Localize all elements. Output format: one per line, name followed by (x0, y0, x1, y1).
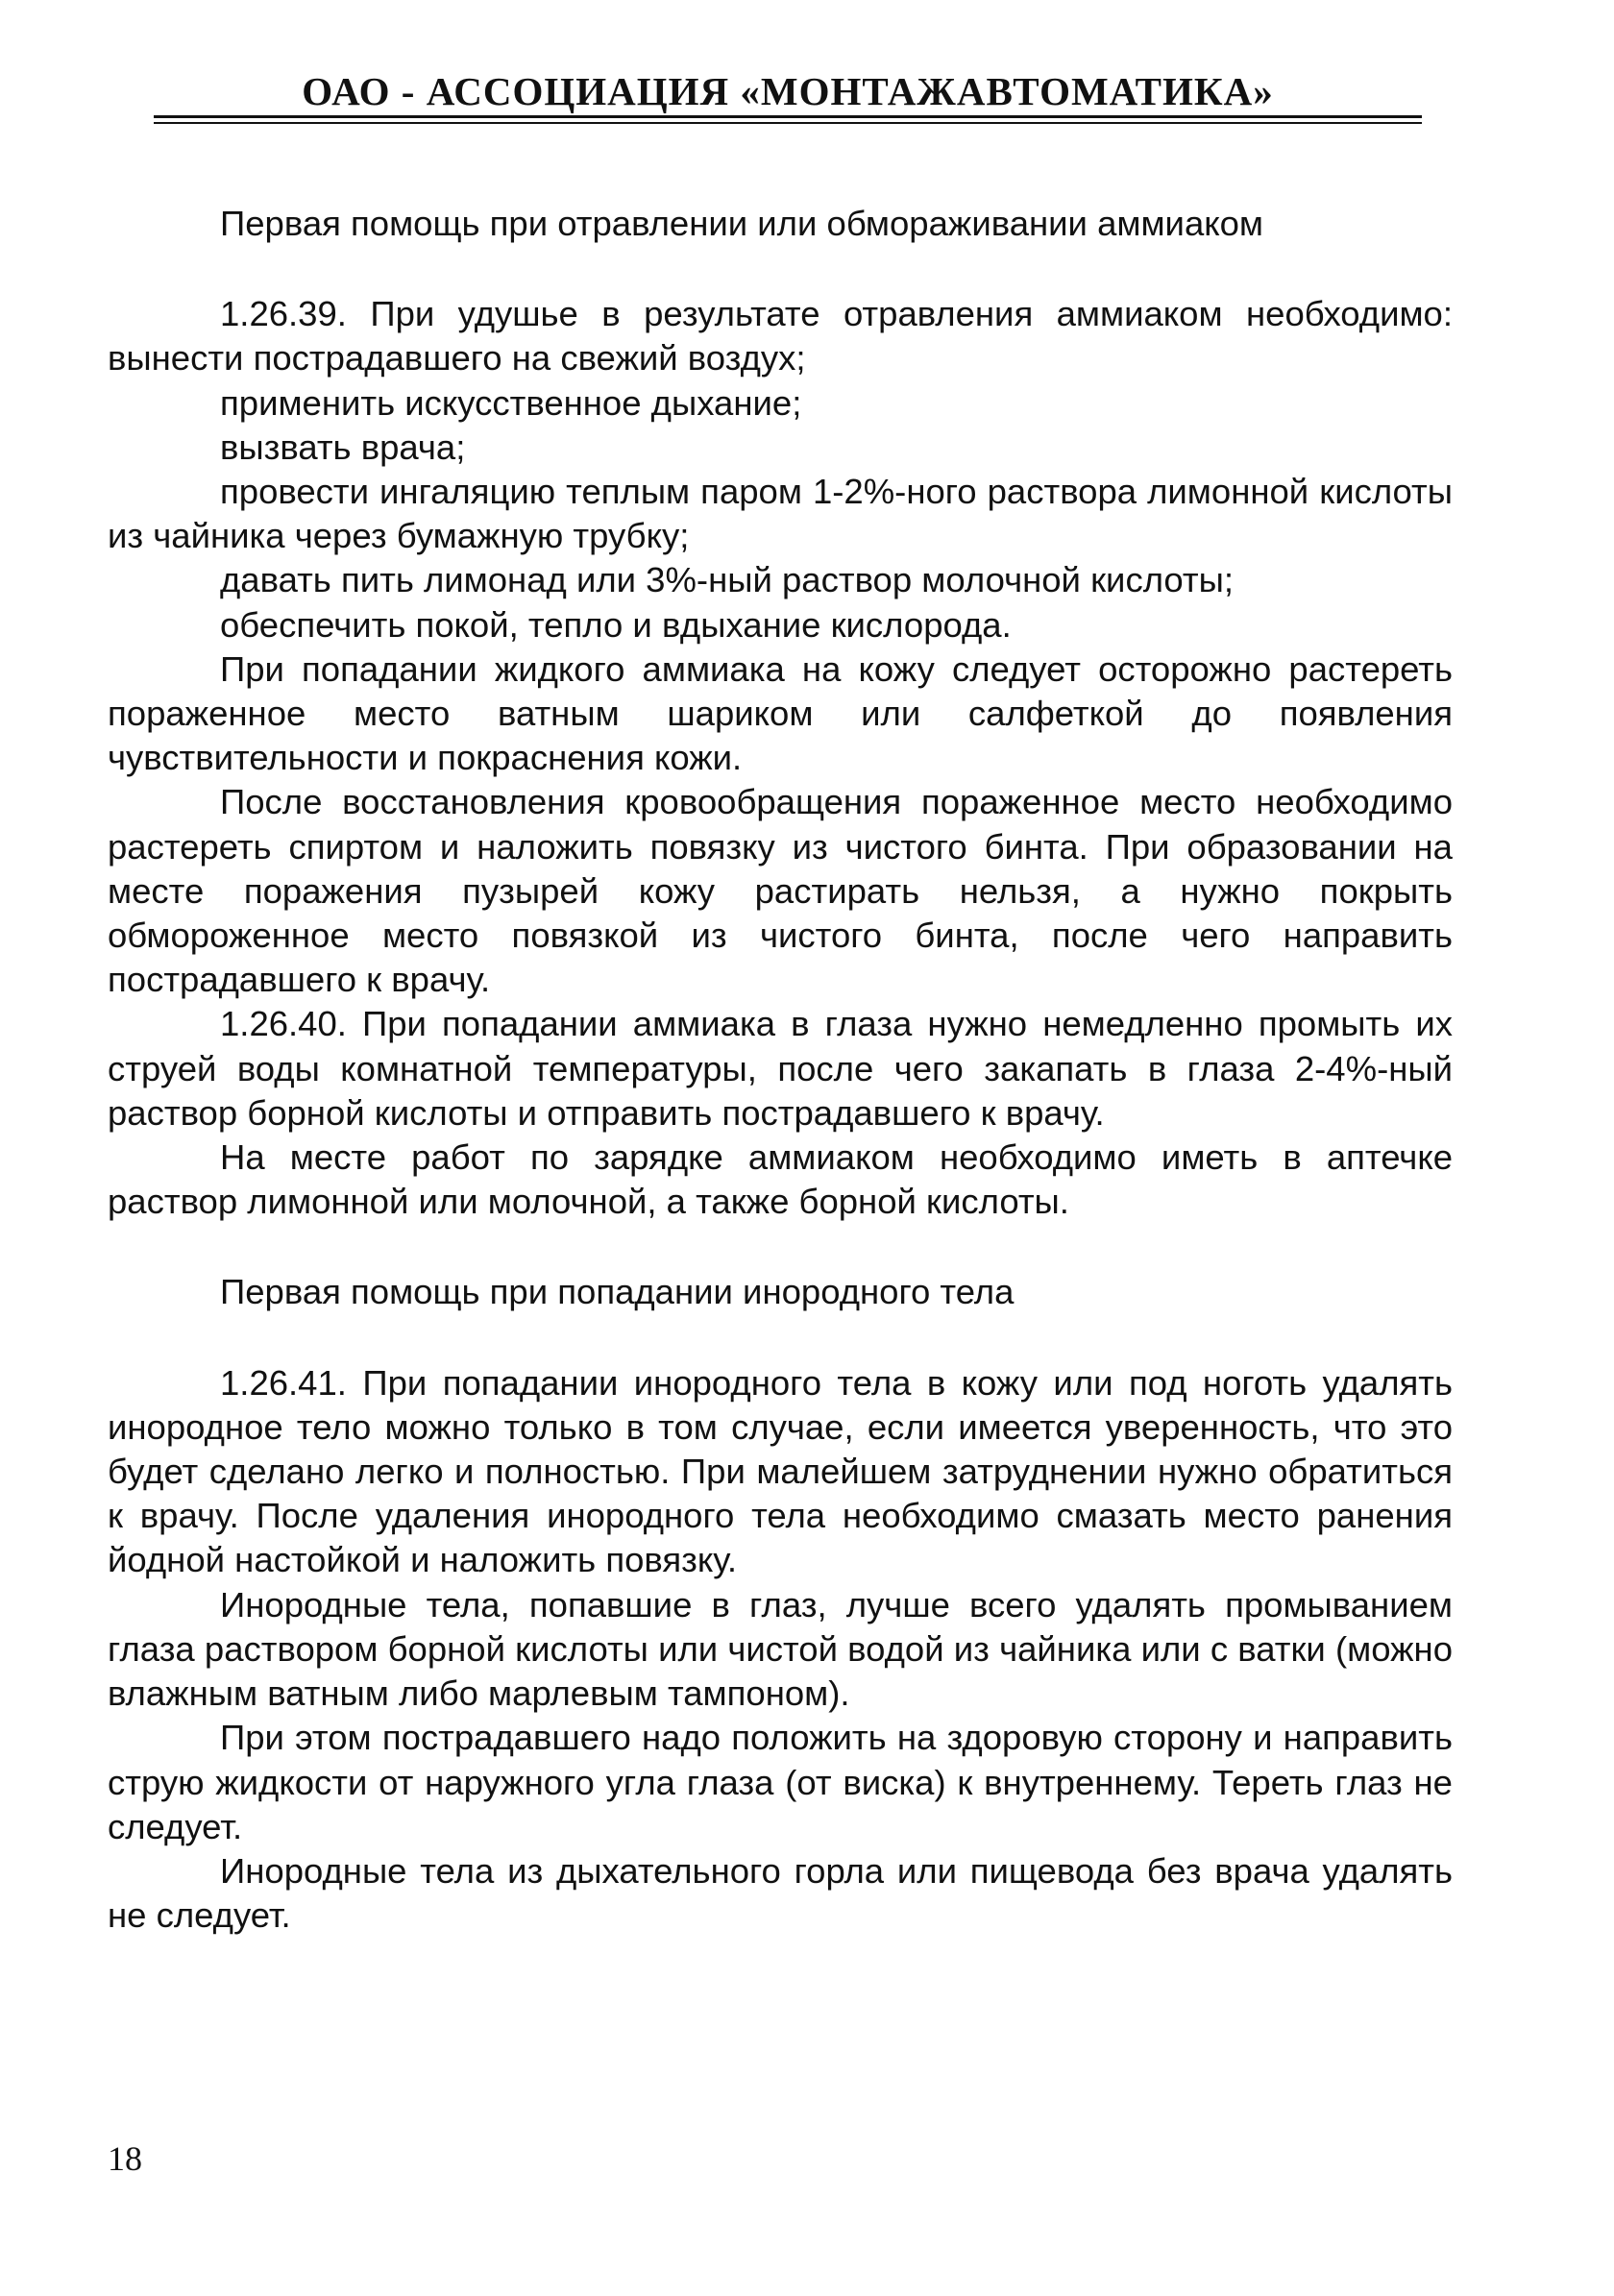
paragraph: Инородные тела из дыхательного горла или пищевода без врача удалять не следует. (108, 1850, 1453, 1936)
paragraph: Инородные тела, попавшие в глаз, лучше всего удалять промыванием глаза раствором борной кислоты или чистой водой из чайника или с ватки (можно влажным ватным либо марлевым тампоном). (108, 1584, 1453, 1714)
page-number: 18 (108, 2139, 142, 2178)
spacer (108, 1315, 1453, 1361)
header-title: ОАО - АССОЦИАЦИЯ «МОНТАЖАВТОМАТИКА» (302, 69, 1274, 113)
paragraph: На месте работ по зарядке аммиаком необходимо иметь в аптечке раствор лимонной или молочной, а также борной кислоты. (108, 1137, 1453, 1222)
page-header (154, 69, 1422, 113)
paragraph: вызвать врача; (220, 427, 466, 467)
header-rule (154, 115, 1422, 118)
paragraph: При этом пострадавшего надо положить на здоровую сторону и направить струю жидкости от наружного угла глаза (от виска) к внутреннему. Тереть глаз не следует. (108, 1718, 1453, 1846)
section-heading: Первая помощь при попадании инородного тела (220, 1272, 1015, 1312)
paragraph: применить искусственное дыхание; (220, 382, 802, 423)
paragraph: обеспечить покой, тепло и вдыхание кислорода. (220, 604, 1012, 645)
section-heading: Первая помощь при отравлении или обмораживании аммиаком (220, 204, 1264, 243)
spacer (108, 1224, 1453, 1270)
paragraph: 1.26.40. При попадании аммиака в глаза нужно немедленно промыть их струей воды комнатной температуры, после чего закапать в глаза 2-4%-ный раствор борной кислоты и отправить пострадавшего к врачу. (108, 1004, 1453, 1133)
spacer (108, 246, 1453, 292)
paragraph: провести ингаляцию теплым паром 1-2%-ного раствора лимонной кислоты из чайника через бумажную трубку; (108, 472, 1453, 556)
document-body (108, 202, 1453, 1938)
paragraph: давать пить лимонад или 3%-ный раствор молочной кислоты; (220, 560, 1234, 600)
paragraph: При попадании жидкого аммиака на кожу следует осторожно растереть пораженное место ватным шариком или салфеткой до появления чувствительности и покраснения кожи. (108, 648, 1453, 778)
paragraph: 1.26.39. При удушье в результате отравления аммиаком необходимо: вынести пострадавшего на свежий воздух; (108, 294, 1453, 379)
header-rule-secondary (154, 122, 1422, 124)
paragraph: 1.26.41. При попадании инородного тела в кожу или под ноготь удалять инородное тело можно только в том случае, если имеется уверенность, что это будет сделано легко и полностью. При малейшем затруднении нужно обратиться к врачу. После удаления инородного тела необходимо смазать место ранения йодной настойкой и наложить повязку. (108, 1362, 1453, 1580)
paragraph: После восстановления кровообращения пораженное место необходимо растереть спиртом и наложить повязку из чистого бинта. При образовании на месте поражения пузырей кожу растирать нельзя, а нужно покрыть обмороженное место повязкой из чистого бинта, после чего направить пострадавшего к врачу. (108, 782, 1453, 1000)
